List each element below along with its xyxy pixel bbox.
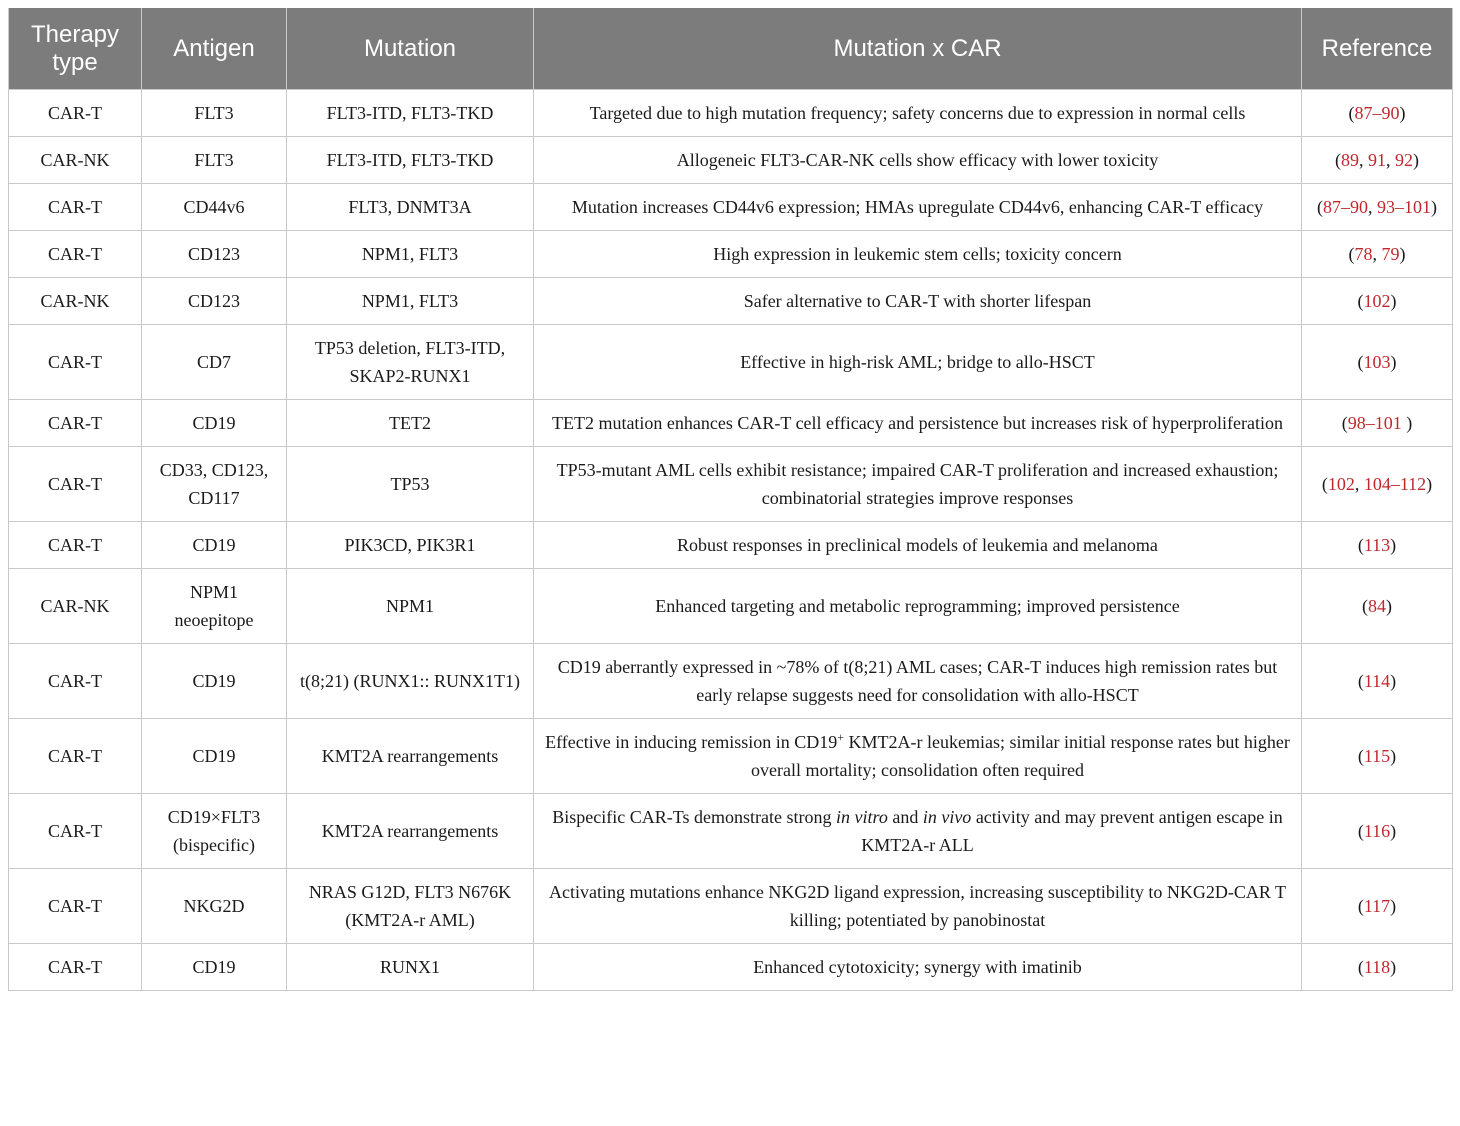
reference-link[interactable]: 92	[1395, 150, 1413, 170]
reference-cell	[1302, 278, 1453, 325]
reference-punctuation: ,	[1386, 150, 1395, 170]
table-row	[9, 869, 1453, 944]
antigen-cell: FLT3	[142, 90, 287, 137]
reference-punctuation: ,	[1354, 474, 1364, 494]
reference-punctuation: (	[1362, 596, 1368, 616]
mutation-cell: FLT3-ITD, FLT3-TKD	[287, 137, 534, 184]
therapy-type-cell: CAR-NK	[9, 137, 142, 184]
table-row	[9, 137, 1453, 184]
reference-link[interactable]: 98–101	[1347, 413, 1402, 433]
antigen-cell: CD123	[142, 278, 287, 325]
therapy-type-cell: CAR-T	[9, 231, 142, 278]
reference-cell	[1302, 719, 1453, 794]
reference-link[interactable]: 117	[1363, 896, 1391, 916]
antigen-cell: CD19	[142, 719, 287, 794]
therapy-type-cell: CAR-T	[9, 644, 142, 719]
reference-punctuation: (	[1357, 746, 1364, 766]
description-fragment: Bispecific CAR-Ts demonstrate strong	[552, 807, 836, 827]
reference-punctuation: )	[1390, 291, 1397, 311]
mutation-cell: FLT3-ITD, FLT3-TKD	[287, 90, 534, 137]
reference-punctuation: (	[1348, 244, 1355, 264]
mutation-cell: NPM1	[287, 569, 534, 644]
reference-punctuation: (	[1357, 352, 1364, 372]
reference-punctuation: )	[1390, 821, 1397, 841]
table-body	[9, 90, 1453, 991]
therapy-type-cell: CAR-NK	[9, 569, 142, 644]
therapy-type-cell: CAR-T	[9, 184, 142, 231]
reference-link[interactable]: 78	[1354, 244, 1373, 264]
therapy-type-cell: CAR-T	[9, 447, 142, 522]
reference-punctuation: (	[1357, 896, 1364, 916]
therapy-type-cell: CAR-T	[9, 869, 142, 944]
description-cell: High expression in leukemic stem cells; toxicity concern	[534, 231, 1302, 278]
mutation-cell: NRAS G12D, FLT3 N676K (KMT2A-r AML)	[287, 869, 534, 944]
table-row	[9, 719, 1453, 794]
description-fragment: +	[837, 730, 844, 744]
description-cell: Targeted due to high mutation frequency; safety concerns due to expression in normal cells	[534, 90, 1302, 137]
table-row	[9, 231, 1453, 278]
description-cell: Enhanced targeting and metabolic reprogramming; improved persistence	[534, 569, 1302, 644]
antigen-cell: NKG2D	[142, 869, 287, 944]
reference-punctuation: (	[1357, 291, 1364, 311]
therapy-type-cell: CAR-T	[9, 944, 142, 991]
reference-link[interactable]: 89	[1341, 150, 1359, 170]
reference-link[interactable]: 93–101	[1377, 197, 1431, 217]
table-row	[9, 522, 1453, 569]
reference-link[interactable]: 116	[1363, 821, 1391, 841]
reference-punctuation: (	[1357, 671, 1364, 691]
antigen-cell: CD44v6	[142, 184, 287, 231]
reference-punctuation: )	[1390, 535, 1397, 555]
table-header	[9, 8, 1453, 90]
description-cell	[534, 794, 1302, 869]
reference-link[interactable]: 79	[1381, 244, 1400, 264]
description-cell: TP53-mutant AML cells exhibit resistance; impaired CAR-T proliferation and increased exhaustion; combinatorial strategies improve responses	[534, 447, 1302, 522]
reference-link[interactable]: 118	[1363, 957, 1391, 977]
table-row	[9, 644, 1453, 719]
mutation-cell: RUNX1	[287, 944, 534, 991]
description-cell: Allogeneic FLT3-CAR-NK cells show efficacy with lower toxicity	[534, 137, 1302, 184]
reference-cell	[1302, 90, 1453, 137]
mutation-cell: KMT2A rearrangements	[287, 794, 534, 869]
reference-link[interactable]: 102	[1363, 291, 1391, 311]
description-cell: Robust responses in preclinical models of leukemia and melanoma	[534, 522, 1302, 569]
reference-link[interactable]: 103	[1363, 352, 1391, 372]
therapy-type-cell: CAR-T	[9, 794, 142, 869]
reference-link[interactable]: 87–90	[1354, 103, 1400, 123]
table-row	[9, 325, 1453, 400]
reference-cell	[1302, 231, 1453, 278]
therapy-type-cell: CAR-T	[9, 90, 142, 137]
reference-punctuation: )	[1390, 896, 1397, 916]
reference-link[interactable]: 91	[1368, 150, 1386, 170]
description-cell: Enhanced cytotoxicity; synergy with imatinib	[534, 944, 1302, 991]
reference-link[interactable]: 87–90	[1323, 197, 1368, 217]
description-cell: Mutation increases CD44v6 expression; HMAs upregulate CD44v6, enhancing CAR-T efficacy	[534, 184, 1302, 231]
antigen-cell: FLT3	[142, 137, 287, 184]
mutation-cell: TP53	[287, 447, 534, 522]
mutation-cell: NPM1, FLT3	[287, 278, 534, 325]
antigen-cell: CD7	[142, 325, 287, 400]
table-row	[9, 944, 1453, 991]
table-row	[9, 90, 1453, 137]
reference-punctuation: )	[1413, 150, 1419, 170]
reference-punctuation: )	[1399, 244, 1406, 264]
reference-cell	[1302, 644, 1453, 719]
description-fragment: activity and may prevent antigen escape in KMT2A-r ALL	[861, 807, 1283, 855]
description-cell: Activating mutations enhance NKG2D ligand expression, increasing susceptibility to NKG2D-CAR T killing; potentiated by panobinostat	[534, 869, 1302, 944]
table-row	[9, 447, 1453, 522]
table-row	[9, 569, 1453, 644]
reference-punctuation: (	[1335, 150, 1341, 170]
description-cell: CD19 aberrantly expressed in ~78% of t(8;21) AML cases; CAR-T induces high remission rates but early relapse suggests need for consolidation with allo-HSCT	[534, 644, 1302, 719]
reference-cell	[1302, 944, 1453, 991]
reference-punctuation: ,	[1368, 197, 1377, 217]
reference-punctuation: (	[1357, 957, 1364, 977]
table-row	[9, 400, 1453, 447]
therapy-type-cell: CAR-T	[9, 400, 142, 447]
reference-punctuation: )	[1390, 957, 1397, 977]
reference-punctuation: )	[1401, 413, 1413, 433]
mutation-cell: PIK3CD, PIK3R1	[287, 522, 534, 569]
reference-link[interactable]: 113	[1363, 535, 1391, 555]
reference-punctuation: (	[1348, 103, 1355, 123]
reference-cell	[1302, 869, 1453, 944]
reference-punctuation: )	[1399, 103, 1406, 123]
header-row	[9, 8, 1453, 90]
reference-punctuation: )	[1390, 352, 1397, 372]
table-row	[9, 278, 1453, 325]
antigen-cell: CD19	[142, 522, 287, 569]
antigen-cell: NPM1 neoepitope	[142, 569, 287, 644]
reference-cell	[1302, 794, 1453, 869]
table-row	[9, 184, 1453, 231]
description-cell: Safer alternative to CAR-T with shorter lifespan	[534, 278, 1302, 325]
reference-punctuation: (	[1321, 474, 1328, 494]
reference-cell	[1302, 325, 1453, 400]
reference-punctuation: )	[1386, 596, 1392, 616]
therapy-type-cell: CAR-T	[9, 522, 142, 569]
mutation-cell: TET2	[287, 400, 534, 447]
mutation-cell: FLT3, DNMT3A	[287, 184, 534, 231]
description-cell: Effective in high-risk AML; bridge to allo-HSCT	[534, 325, 1302, 400]
description-fragment: Effective in inducing remission in CD19	[545, 732, 838, 752]
reference-punctuation: )	[1426, 474, 1433, 494]
mutation-cell: NPM1, FLT3	[287, 231, 534, 278]
reference-punctuation: )	[1390, 671, 1397, 691]
antigen-cell: CD19	[142, 944, 287, 991]
description-cell: TET2 mutation enhances CAR-T cell efficacy and persistence but increases risk of hyperproliferation	[534, 400, 1302, 447]
reference-punctuation: (	[1357, 821, 1364, 841]
mutation-cell: KMT2A rearrangements	[287, 719, 534, 794]
header-mutation: Mutation	[287, 8, 534, 90]
description-fragment: KMT2A-r leukemias; similar initial response rates but higher overall mortality; consolidation often required	[751, 732, 1290, 780]
reference-cell	[1302, 447, 1453, 522]
header-reference: Reference	[1302, 8, 1453, 90]
mutation-cell: t(8;21) (RUNX1:: RUNX1T1)	[287, 644, 534, 719]
reference-punctuation: (	[1357, 535, 1364, 555]
car-mutation-table	[8, 8, 1453, 991]
mutation-cell: TP53 deletion, FLT3-ITD, SKAP2-RUNX1	[287, 325, 534, 400]
description-fragment: and	[887, 807, 923, 827]
reference-link[interactable]: 102	[1327, 474, 1355, 494]
reference-punctuation: (	[1341, 413, 1348, 433]
therapy-type-cell: CAR-T	[9, 325, 142, 400]
description-cell	[534, 719, 1302, 794]
antigen-cell: CD19	[142, 400, 287, 447]
description-fragment: in vivo	[922, 807, 972, 827]
table-row	[9, 794, 1453, 869]
reference-punctuation: ,	[1359, 150, 1368, 170]
reference-cell	[1302, 184, 1453, 231]
reference-punctuation: )	[1390, 746, 1397, 766]
antigen-cell: CD19	[142, 644, 287, 719]
header-mutation-x-car: Mutation x CAR	[534, 8, 1302, 90]
description-fragment: in vitro	[835, 807, 888, 827]
antigen-cell: CD123	[142, 231, 287, 278]
table-container	[8, 8, 1452, 991]
reference-link[interactable]: 104–112	[1363, 474, 1427, 494]
reference-link[interactable]: 84	[1368, 596, 1386, 616]
header-antigen: Antigen	[142, 8, 287, 90]
reference-cell	[1302, 137, 1453, 184]
reference-punctuation: (	[1317, 197, 1323, 217]
reference-link[interactable]: 115	[1363, 746, 1391, 766]
reference-punctuation: )	[1431, 197, 1437, 217]
reference-cell	[1302, 569, 1453, 644]
reference-link[interactable]: 114	[1363, 671, 1391, 691]
reference-punctuation: ,	[1372, 244, 1382, 264]
antigen-cell: CD19×FLT3 (bispecific)	[142, 794, 287, 869]
therapy-type-cell: CAR-NK	[9, 278, 142, 325]
header-therapy-type: Therapy type	[9, 8, 142, 90]
therapy-type-cell: CAR-T	[9, 719, 142, 794]
reference-cell	[1302, 522, 1453, 569]
antigen-cell: CD33, CD123, CD117	[142, 447, 287, 522]
reference-cell	[1302, 400, 1453, 447]
